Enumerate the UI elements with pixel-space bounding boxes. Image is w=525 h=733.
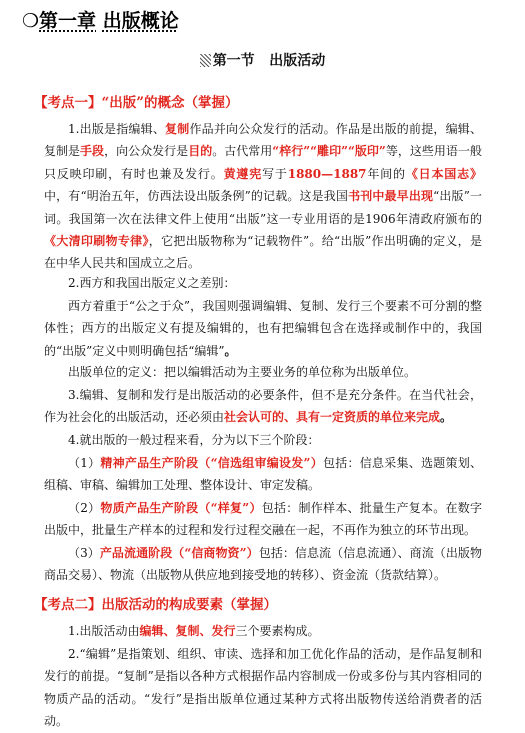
text-span: ，向公众发行是: [104, 144, 189, 159]
circle-icon: ❍: [22, 10, 40, 32]
text-span: 。古代常用: [212, 144, 273, 159]
highlight-span: 《大清印刷物专律》: [44, 234, 149, 249]
highlight-span: 《日本国志》: [405, 166, 482, 181]
key-point-1-heading: 【考点一】“出版”的概念（掌握）: [34, 95, 239, 111]
highlight-span: 目的: [188, 144, 213, 159]
text-span: 作品并向公众发行的活动。作品是出版的前提，编辑、复制是: [44, 122, 482, 159]
paragraph-5: [44, 384, 482, 429]
text-span: （2）: [68, 501, 101, 515]
stage-3: [44, 542, 482, 587]
highlight-span: 复制: [165, 122, 190, 136]
text-span: 包括：信息采集、选题策划、组稿、审稿、编辑加工处理、整体设计、审定发稿。: [44, 456, 482, 493]
stage-2: [44, 497, 482, 542]
chapter-heading: [22, 6, 179, 33]
paragraph-4: 出版单位的定义：把以编辑活动为主要业务的单位称为出版单位。: [68, 365, 417, 379]
highlight-span: 产品流通阶段（“信商物资”）: [99, 546, 259, 560]
text-span: （3）: [68, 546, 100, 560]
section-title: 第一节 出版活动: [212, 53, 326, 69]
text-span: 3.编辑、复制和发行是出版活动的必要条件，但不是充分条件。在当代社会，作为社会化的出版活动，还必须由: [44, 388, 482, 425]
text-span: 1.出版活动由: [68, 624, 140, 638]
paragraph-6: 4.就出版的一般过程来看，分为以下三个阶段：: [68, 433, 320, 447]
text-span: 等，这些用语一般只反映印刷，有时也兼及发行。: [44, 144, 482, 181]
paragraph-1: [44, 118, 482, 275]
highlight-span: 社会认可的、具有一定资质的单位来完成: [224, 410, 441, 425]
key-point-2-heading: 【考点二】出版活动的构成要素（掌握）: [34, 597, 277, 613]
text-span: ，它把出版物称为“记载物件”。给“出版”作出明确的定义，是在中华人民共和国成立之后。: [44, 234, 482, 271]
highlight-span: 精神产品生产阶段（“信选组审编设发”）: [100, 456, 323, 470]
paragraph-2: 2.西方和我国出版定义之差别：: [68, 276, 236, 290]
text-span: 三个要素构成。: [235, 624, 320, 638]
text-span: 中，有“明治五年，仿西法设出版条例”的记载。这是我国: [44, 189, 349, 204]
chapter-number: 第一章: [39, 10, 97, 32]
text-span: 年间的: [366, 166, 406, 181]
text-span: 。: [440, 410, 453, 425]
text-span: 包括：制作样本、批量生产复本。在数字出版中，批量生产样本的过程和发行过程交融在一起，不再作为独立的环节出现。: [44, 501, 482, 538]
text-span: 1.出版是指编辑、: [68, 122, 166, 136]
text-span: 。: [224, 343, 237, 358]
highlight-span: “梓行”“雕印”“版印”: [272, 144, 386, 159]
highlight-span: 物质产品生产阶段（“样复”）: [100, 501, 262, 515]
paragraph-3: [44, 295, 482, 362]
stage-1: [44, 452, 482, 497]
text-span: 包括：信息流（信息流通）、商流（出版物商品交易）、物流（出版物从供应地到接受地的转移）、资金流（货款结算）。: [44, 546, 482, 583]
highlight-span: 1880—1887: [287, 166, 367, 181]
highlight-span: 黄遵宪: [223, 166, 263, 181]
paragraph-11: 2.“编辑”是指策划、组织、审读、选择和加工优化作品的活动，是作品复制和发行的前提。“复制”是指以各种方式根据作品内容制成一份或多份与其内容相同的物质产品的活动。“发行”是指出版单位通过某种方式将出版物传送给消费者的活动。: [44, 647, 482, 729]
text-span: “出版”一词。我国第一次在法律文件上使用“出版”这一专业用语的是1906年清政府颁布的: [44, 189, 482, 226]
text-span: 西方着重于“公之于众”，我国则强调编辑、复制、发行三个要素不可分割的整体性；西方的出版定义有提及编辑的，也有把编辑包含在选择或制作中的，我国的“出版”定义中则明确包括“编辑”: [44, 299, 482, 358]
highlight-span: 书刊中最早出现: [348, 189, 434, 204]
section-heading: [0, 50, 525, 70]
text-span: （1）: [68, 456, 101, 470]
hatch-square-icon: [200, 54, 211, 67]
text-span: 写于: [262, 166, 288, 181]
highlight-span: 手段: [80, 144, 105, 159]
highlight-span: 编辑、复制、发行: [139, 624, 236, 638]
paragraph-10: [44, 620, 482, 642]
chapter-title: 出版概论: [102, 10, 179, 32]
